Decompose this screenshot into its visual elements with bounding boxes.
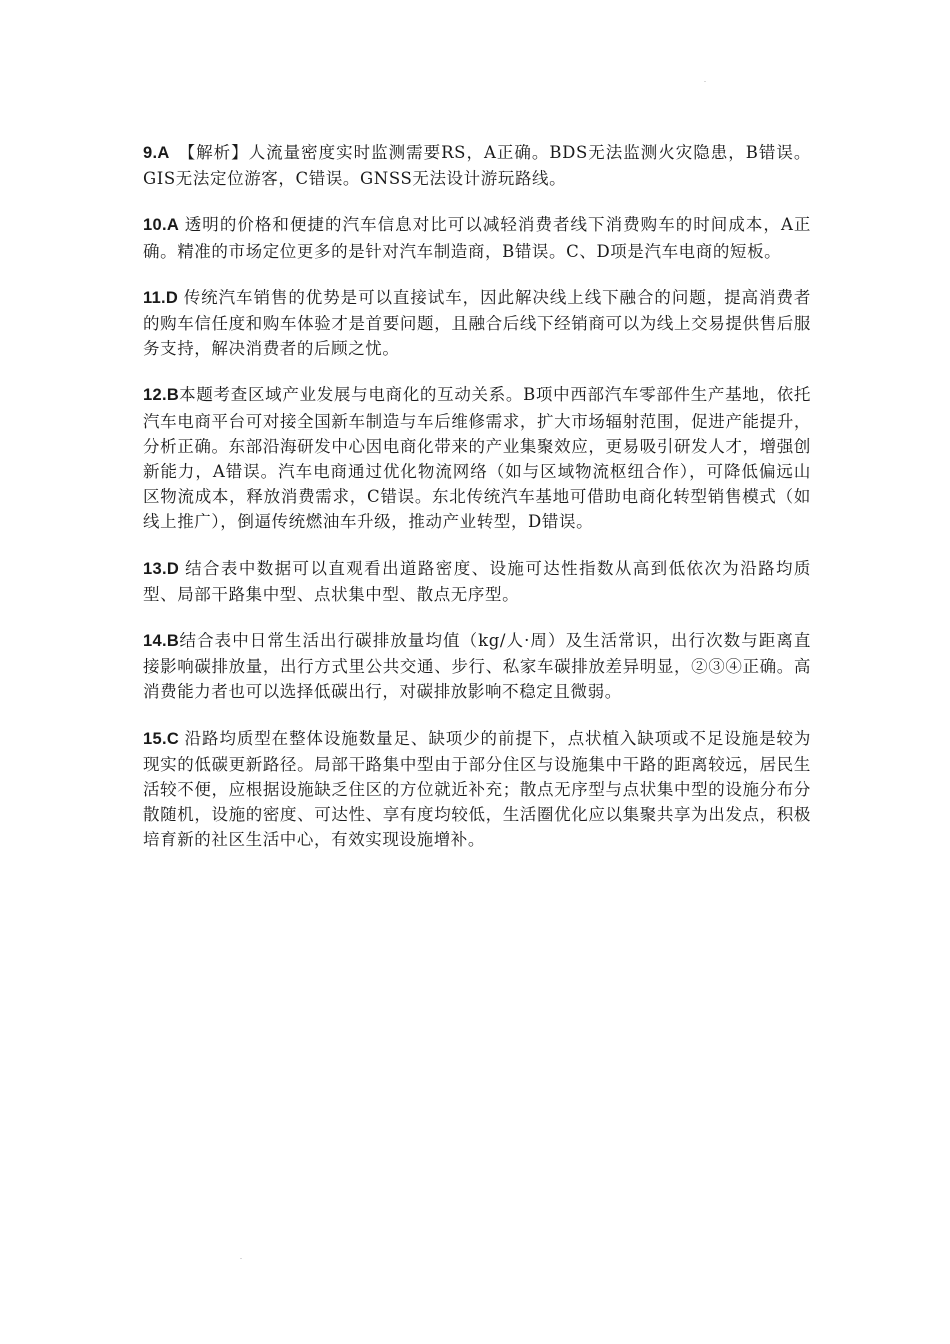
answer-number: 10.A [143,216,180,235]
answer-explanation: 【解析】人流量密度实时监测需要RS，A正确。BDS无法监测火灾隐患，B错误。GIS无法定位游客，C错误。GNSS无法设计游玩路线。 [143,143,812,189]
answer-number: 15.C [143,729,180,748]
answer-item-9 [143,140,811,191]
answer-item-14 [143,628,811,705]
answer-explanation: 透明的价格和便捷的汽车信息对比可以减轻消费者线下消费购车的时间成本，A正确。精准的市场定位更多的是针对汽车制造商，B错误。C、D项是汽车电商的短板。 [143,215,812,261]
answer-item-13 [143,556,811,607]
answer-explanation: 传统汽车销售的优势是可以直接试车，因此解决线上线下融合的问题，提高消费者的购车信任度和购车体验才是首要问题，且融合后线下经销商可以为线上交易提供售后服务支持，解决消费者的后顾之忧。 [143,287,811,359]
page-speck [704,81,706,82]
answer-explanation: 沿路均质型在整体设施数量足、缺项少的前提下，点状植入缺项或不足设施是较为现实的低碳更新路径。局部干路集中型由于部分住区与设施集中干路的距离较远，居民生活较不便，应根据设施缺乏住区的方位就近补充；散点无序型与点状集中型的设施分布分散随机，设施的密度、可达性、享有度均较低，生活圈优化应以集聚共享为出发点，积极培育新的社区生活中心，有效实现设施增补。 [143,728,811,850]
answer-explanation: 本题考查区域产业发展与电商化的互动关系。B项中西部汽车零部件生产基地，依托汽车电商平台可对接全国新车制造与车后维修需求，扩大市场辐射范围，促进产能提升，分析正确。东部沿海研发中心因电商化带来的产业集聚效应，更易吸引研发人才，增强创新能力，A错误。汽车电商通过优化物流网络（如与区域物流枢纽合作），可降低偏远山区物流成本，释放消费需求，C错误。东北传统汽车基地可借助电商化转型销售模式（如线上推广），倒逼传统燃油车升级，推动产业转型，D错误。 [143,385,811,532]
answer-item-10 [143,212,811,263]
answer-explanation: 结合表中数据可以直观看出道路密度、设施可达性指数从高到低依次为沿路均质型、局部干路集中型、点状集中型、散点无序型。 [143,558,812,604]
answer-number: 11.D [143,288,179,307]
answer-list [143,140,811,874]
answer-item-11 [143,285,811,362]
answer-item-12 [143,382,811,534]
answer-number: 13.D [143,559,180,578]
page-speck [240,1258,242,1259]
answer-explanation: 结合表中日常生活出行碳排放量均值（kg/人·周）及生活常识，出行次数与距离直接影响碳排放量，出行方式里公共交通、步行、私家车碳排放差异明显，②③④正确。高消费能力者也可以选择低碳出行，对碳排放影响不稳定且微弱。 [143,631,811,702]
answer-item-15 [143,726,811,853]
answer-number: 12.B [143,386,180,405]
answer-number: 9.A [143,144,170,162]
answer-number: 14.B [143,632,180,651]
